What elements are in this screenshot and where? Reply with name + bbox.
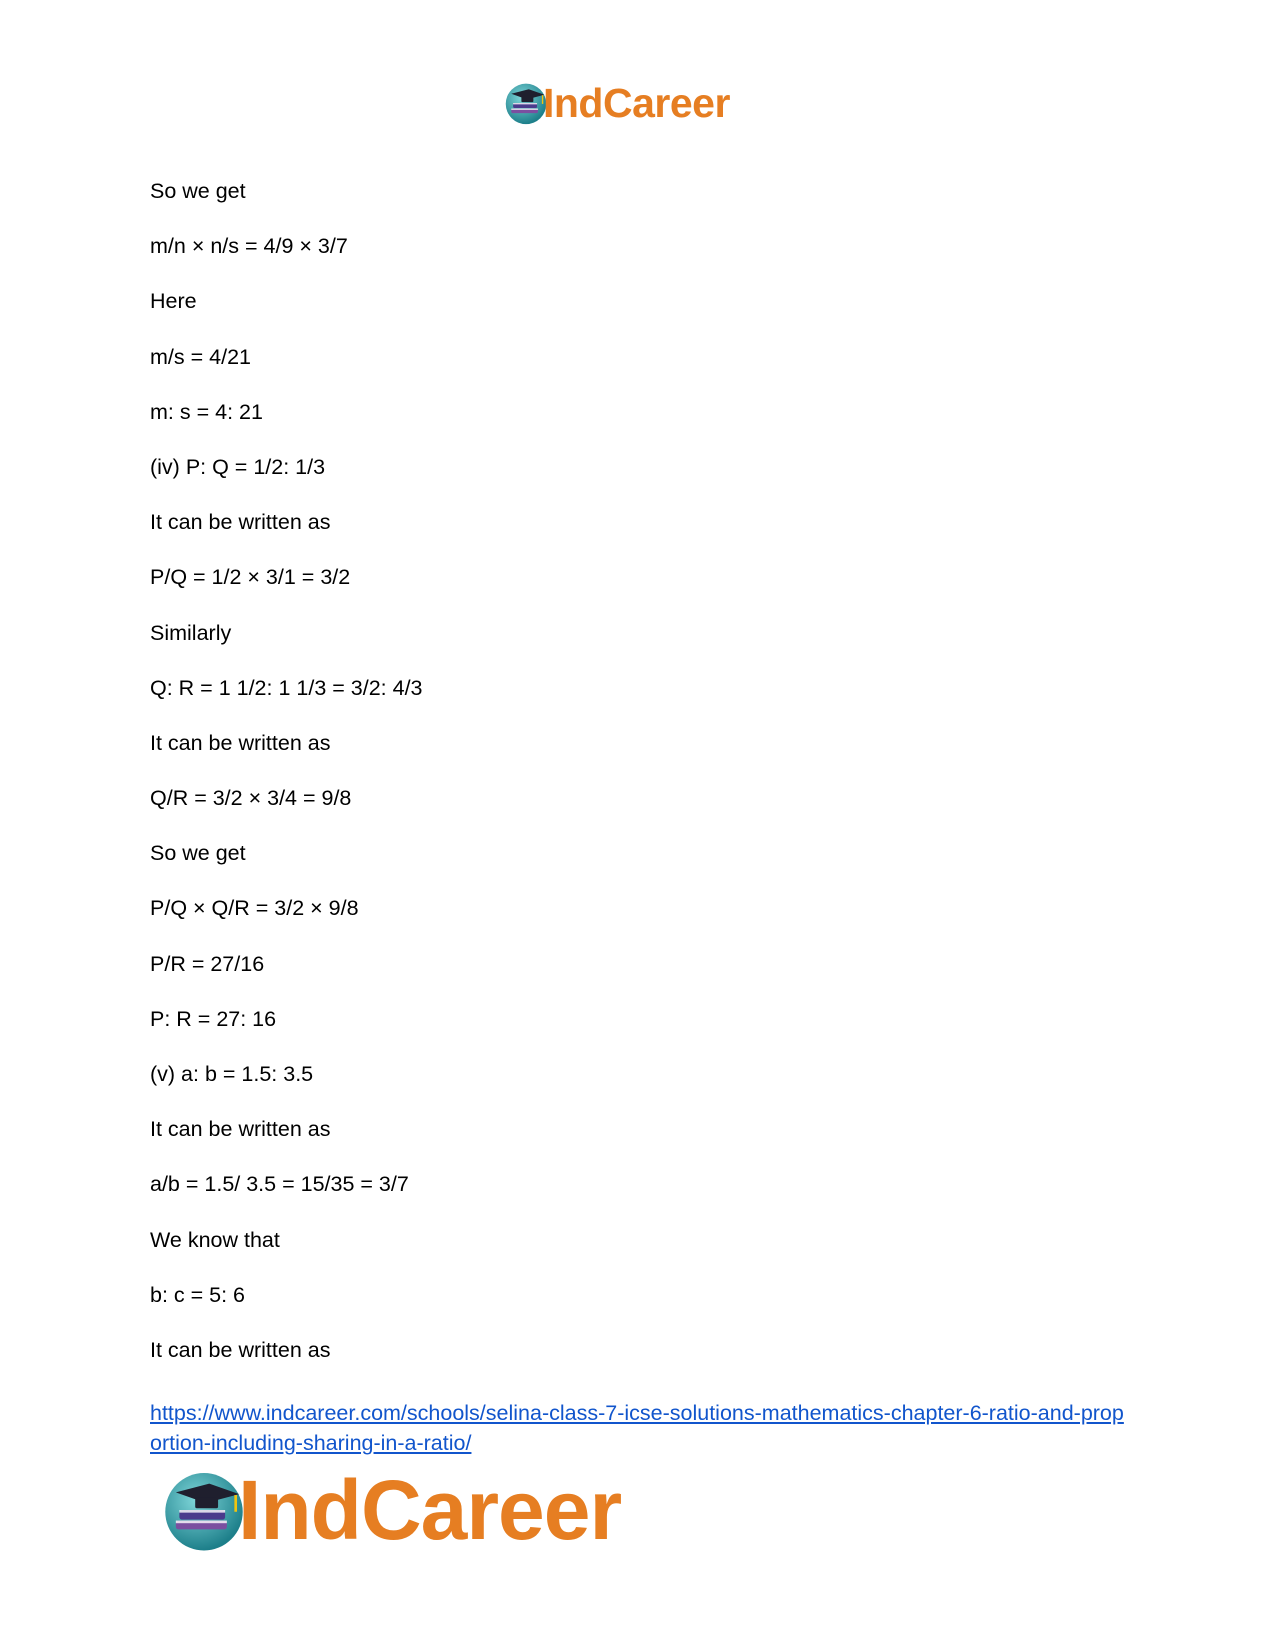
text-line: Similarly: [150, 620, 232, 645]
document-body: [150, 178, 1130, 1392]
text-line: Q/R = 3/2 × 3/4 = 9/8: [150, 786, 352, 811]
text-line: It can be written as: [150, 1337, 331, 1362]
text-line: (iv) P: Q = 1/2: 1/3: [150, 454, 326, 479]
text-line: It can be written as: [150, 1117, 331, 1142]
text-line: P: R = 27: 16: [150, 1006, 277, 1031]
header-logo: [503, 80, 730, 126]
text-line: P/Q × Q/R = 3/2 × 9/8: [150, 896, 359, 921]
text-line: It can be written as: [150, 730, 331, 755]
text-line: (v) a: b = 1.5: 3.5: [150, 1062, 314, 1086]
text-line: m/n × n/s = 4/9 × 3/7: [150, 234, 348, 259]
text-line: So we get: [150, 841, 246, 866]
text-line: Q: R = 1 1/2: 1 1/3 = 3/2: 4/3: [150, 675, 423, 700]
text-line: P/Q = 1/2 × 3/1 = 3/2: [150, 565, 351, 590]
text-line: We know that: [150, 1227, 280, 1252]
source-link[interactable]: https://www.indcareer.com/schools/selina-class-7-icse-solutions-mathematics-chapter-6-ratio-and-proportion-including-sharing-in-a-ratio/: [150, 1401, 1124, 1455]
footer-logo: [160, 1465, 621, 1555]
text-line: m: s = 4: 21: [150, 399, 263, 424]
logo-wordmark: IndCareer: [543, 79, 730, 126]
text-line: Here: [150, 289, 197, 314]
text-line: So we get: [150, 179, 246, 203]
text-line: b: c = 5: 6: [150, 1282, 246, 1307]
text-line: a/b = 1.5/ 3.5 = 15/35 = 3/7: [150, 1172, 409, 1197]
text-line: m/s = 4/21: [150, 344, 251, 369]
logo-wordmark: IndCareer: [238, 1463, 622, 1557]
text-line: P/R = 27/16: [150, 951, 265, 976]
text-line: It can be written as: [150, 510, 331, 535]
graduation-cap-books-globe-icon: [160, 1466, 248, 1554]
